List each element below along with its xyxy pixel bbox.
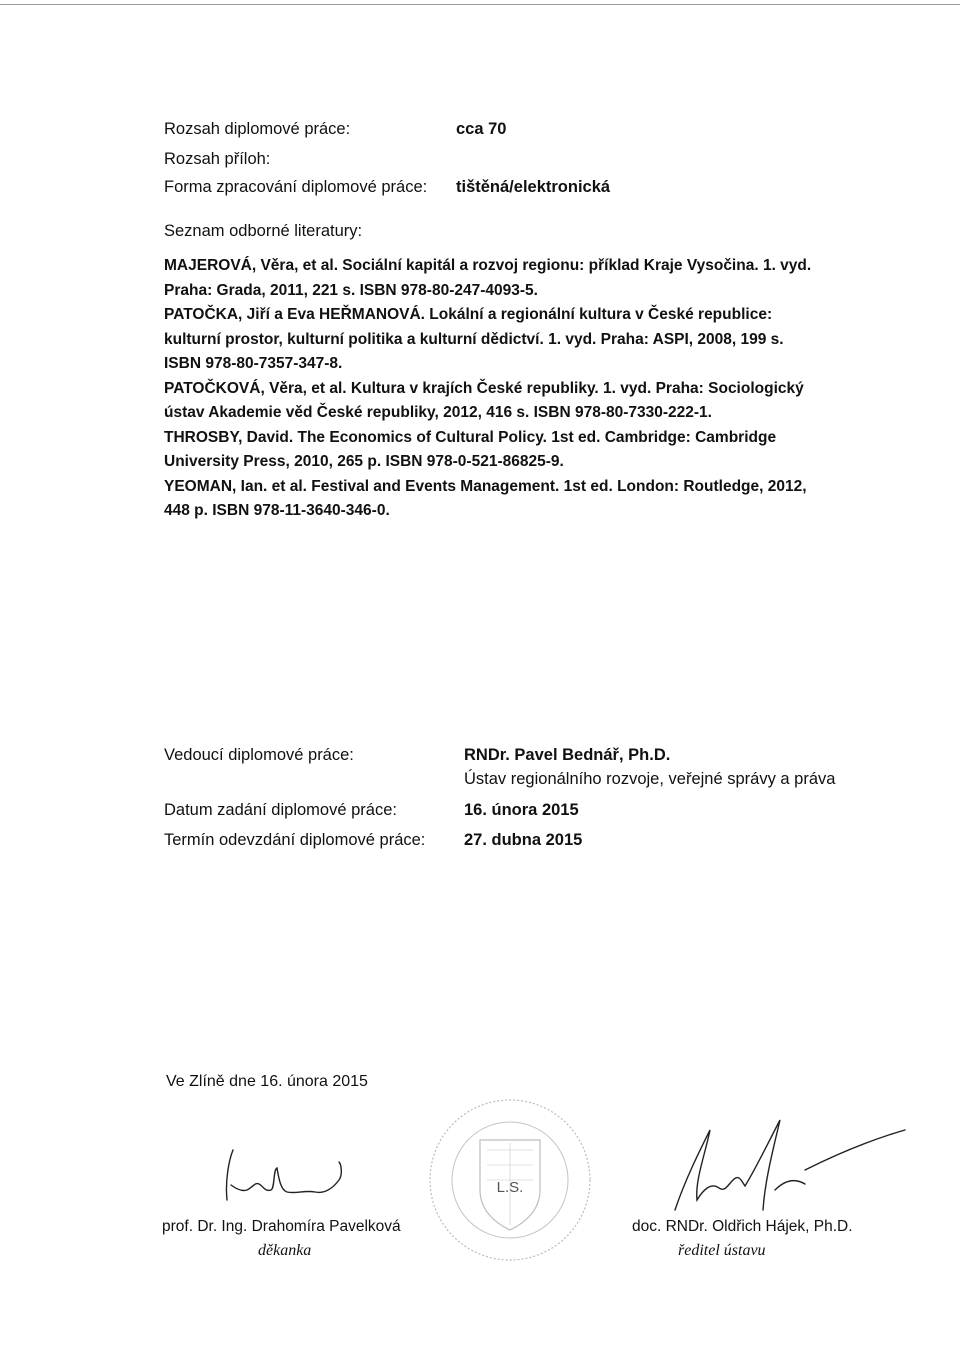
literature-line: PATOČKOVÁ, Věra, et al. Kultura v krajích České republiky. 1. vyd. Praha: Sociologický — [164, 379, 804, 397]
supervisor-department: Ústav regionálního rozvoje, veřejné správy a práva — [464, 770, 836, 788]
value-due-date: 27. dubna 2015 — [464, 831, 583, 849]
literature-line: kulturní prostor, kulturní politika a kulturní dědictví. 1. vyd. Praha: ASPI, 2008, 199 s. — [164, 330, 784, 348]
place-and-date: Ve Zlíně dne 16. února 2015 — [166, 1073, 368, 1090]
literature-title: Seznam odborné literatury: — [164, 222, 363, 240]
literature-line: YEOMAN, Ian. et al. Festival and Events Management. 1st ed. London: Routledge, 2012, — [164, 477, 807, 495]
literature-line: THROSBY, David. The Economics of Cultural Policy. 1st ed. Cambridge: Cambridge — [164, 428, 777, 446]
literature-line: 448 p. ISBN 978-11-3640-346-0. — [164, 502, 390, 519]
label-assigned-date: Datum zadání diplomové práce: — [164, 801, 397, 819]
literature-line: PATOČKA, Jiří a Eva HEŘMANOVÁ. Lokální a regionální kultura v České republice: — [164, 306, 773, 323]
value-supervisor-name: RNDr. Pavel Bednář, Ph.D. — [464, 746, 671, 764]
university-seal — [425, 1095, 595, 1265]
literature-line: ústav Akademie věd České republiky, 2012, 416 s. ISBN 978-80-7330-222-1. — [164, 404, 712, 421]
scan-edge-line — [0, 4, 960, 5]
label-due-date: Termín odevzdání diplomové práce: — [164, 831, 426, 849]
value-thesis-form: tištěná/elektronická — [456, 178, 611, 196]
label-thesis-form: Forma zpracování diplomové práce: — [164, 178, 428, 196]
header-row-extent — [164, 120, 864, 142]
seal-text: L.S. — [496, 1179, 524, 1196]
dean-name: prof. Dr. Ing. Drahomíra Pavelková — [162, 1218, 401, 1235]
director-role: ředitel ústavu — [678, 1242, 766, 1259]
literature-line: Praha: Grada, 2011, 221 s. ISBN 978-80-247-4093-5. — [164, 281, 538, 299]
literature-line: University Press, 2010, 265 p. ISBN 978-0-521-86825-9. — [164, 453, 564, 470]
header-row-appendix — [164, 150, 864, 172]
header-row-form — [164, 178, 864, 200]
dean-role: děkanka — [258, 1242, 312, 1259]
label-appendix-extent: Rozsah příloh: — [164, 150, 271, 168]
label-thesis-extent: Rozsah diplomové práce: — [164, 120, 351, 138]
dean-signature — [215, 1140, 415, 1220]
label-supervisor: Vedoucí diplomové práce: — [164, 746, 354, 764]
director-signature — [655, 1110, 915, 1220]
literature-list — [164, 254, 854, 524]
literature-line: MAJEROVÁ, Věra, et al. Sociální kapitál a rozvoj regionu: příklad Kraje Vysočina. 1. vyd. — [164, 257, 812, 274]
value-thesis-extent: cca 70 — [456, 120, 507, 138]
value-assigned-date: 16. února 2015 — [464, 801, 579, 819]
director-name: doc. RNDr. Oldřich Hájek, Ph.D. — [632, 1218, 853, 1235]
literature-line: ISBN 978-80-7357-347-8. — [164, 355, 343, 372]
